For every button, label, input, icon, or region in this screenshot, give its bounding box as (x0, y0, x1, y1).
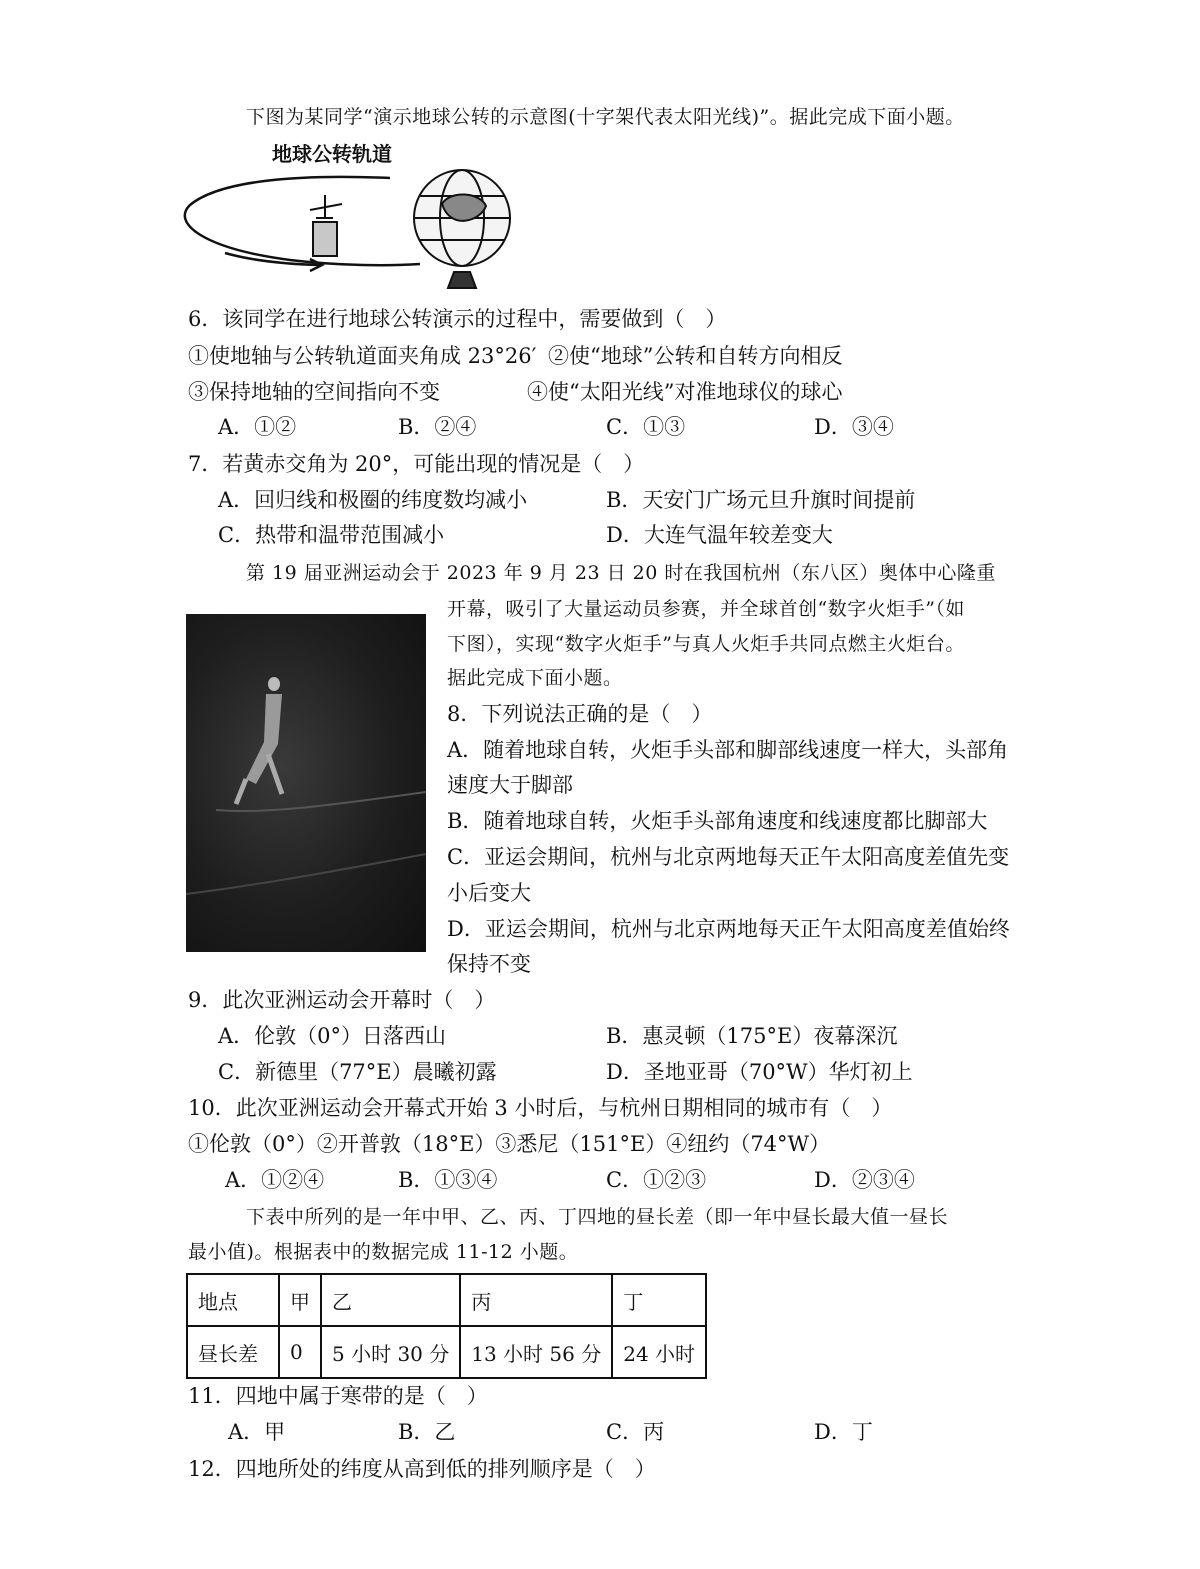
q9-option-b[interactable]: B．惠灵顿（175°E）夜幕深沉 (606, 1024, 898, 1048)
intro-q8-q10-line-4: 据此完成下面小题。 (447, 667, 623, 689)
digital-torchbearer-photo (186, 614, 426, 952)
question-6-stem: 6．该同学在进行地球公转演示的过程中，需要做到（ ） (188, 307, 727, 331)
table-cell: 丁 (612, 1274, 706, 1326)
table-cell: 昼长差 (187, 1326, 279, 1378)
q8-option-a[interactable]: A．随着地球自转，火炬手头部和脚部线速度一样大，头部角 (447, 738, 1009, 762)
q6-statement-2: ②使“地球”公转和自转方向相反 (548, 344, 843, 368)
table-cell: 乙 (321, 1274, 460, 1326)
q11-option-b[interactable]: B．乙 (398, 1420, 456, 1444)
q6-statement-4: ④使“太阳光线”对准地球仪的球心 (527, 380, 843, 404)
earth-revolution-diagram (180, 160, 520, 300)
question-11-stem: 11．四地中属于寒带的是（ ） (188, 1384, 488, 1408)
orbit-path (185, 177, 420, 265)
globe-icon (414, 170, 510, 288)
q9-option-a[interactable]: A．伦敦（0°）日落西山 (218, 1024, 447, 1048)
q6-option-c[interactable]: C．①③ (606, 415, 686, 439)
q10-option-c[interactable]: C．①②③ (606, 1168, 707, 1192)
q10-option-b[interactable]: B．①③④ (398, 1168, 498, 1192)
sunlight-cross-stand (310, 195, 342, 256)
q7-option-a[interactable]: A．回归线和极圈的纬度数均减小 (218, 488, 528, 512)
intro-q8-q10-line-2: 开幕，吸引了大量运动员参赛，并全球首创“数字火炬手”（如 (447, 598, 965, 620)
table-cell: 0 (279, 1326, 321, 1378)
question-9-stem: 9．此次亚洲运动会开幕时（ ） (188, 988, 496, 1012)
q10-option-d[interactable]: D．②③④ (814, 1168, 915, 1192)
table-cell: 5 小时 30 分 (321, 1326, 460, 1378)
intro-q11-q12-line-1: 下表中所列的是一年中甲、乙、丙、丁四地的昼长差（即一年中昼长最大值一昼长 (246, 1206, 949, 1228)
question-7-stem: 7．若黄赤交角为 20°，可能出现的情况是（ ） (188, 452, 645, 476)
q8-option-b[interactable]: B．随着地球自转，火炬手头部角速度和线速度都比脚部大 (447, 809, 988, 833)
q11-option-c[interactable]: C．丙 (606, 1420, 665, 1444)
q9-option-d[interactable]: D．圣地亚哥（70°W）华灯初上 (606, 1060, 913, 1084)
q6-statement-3: ③保持地轴的空间指向不变 (188, 380, 440, 404)
q8-option-d-cont[interactable]: 保持不变 (447, 952, 531, 976)
question-12-stem: 12．四地所处的纬度从高到低的排列顺序是（ ） (188, 1457, 656, 1481)
q10-option-a[interactable]: A．①②④ (225, 1168, 325, 1192)
table-cell: 13 小时 56 分 (460, 1326, 612, 1378)
q6-statement-1: ①使地轴与公转轨道面夹角成 23°26′ (188, 344, 537, 368)
orbit-label: 地球公转轨道 (272, 142, 392, 166)
table-row (187, 1326, 706, 1378)
q8-option-c-cont[interactable]: 小后变大 (447, 881, 531, 905)
q10-city-list: ①伦敦（0°）②开普敦（18°E）③悉尼（151°E）④纽约（74°W） (188, 1132, 831, 1156)
table-cell: 地点 (187, 1274, 279, 1326)
q8-option-a-cont[interactable]: 速度大于脚部 (447, 773, 573, 797)
intro-q8-q10-line-3: 下图），实现“数字火炬手”与真人火炬手共同点燃主火炬台。 (447, 633, 965, 655)
day-length-table (186, 1273, 707, 1379)
q8-option-d[interactable]: D．亚运会期间，杭州与北京两地每天正午太阳高度差值始终 (447, 917, 1010, 941)
q6-option-b[interactable]: B．②④ (398, 415, 477, 439)
q6-option-d[interactable]: D．③④ (814, 415, 894, 439)
table-cell: 丙 (460, 1274, 612, 1326)
question-8-stem: 8．下列说法正确的是（ ） (447, 702, 713, 726)
q7-option-d[interactable]: D．大连气温年较差变大 (606, 523, 833, 547)
table-header-row (187, 1274, 706, 1326)
question-10-stem: 10．此次亚洲运动会开幕式开始 3 小时后，与杭州日期相同的城市有（ ） (188, 1096, 893, 1120)
q11-option-d[interactable]: D．丁 (814, 1420, 873, 1444)
intro-q8-q10-line-1: 第 19 届亚洲运动会于 2023 年 9 月 23 日 20 时在我国杭州（东八区）奥体中心隆重 (246, 562, 996, 584)
q6-option-a[interactable]: A．①② (218, 415, 297, 439)
intro-q11-q12-line-2: 最小值)。根据表中的数据完成 11-12 小题。 (188, 1241, 579, 1263)
intro-q6-q7: 下图为某同学“演示地球公转的示意图(十字架代表太阳光线)”。据此完成下面小题。 (246, 106, 965, 128)
q9-option-c[interactable]: C．新德里（77°E）晨曦初露 (218, 1060, 497, 1084)
table-cell: 24 小时 (612, 1326, 706, 1378)
q7-option-b[interactable]: B．天安门广场元旦升旗时间提前 (606, 488, 916, 512)
torchbearer-silhouette (186, 614, 426, 952)
q11-option-a[interactable]: A．甲 (228, 1420, 286, 1444)
q7-option-c[interactable]: C．热带和温带范围减小 (218, 523, 445, 547)
q8-option-c[interactable]: C．亚运会期间，杭州与北京两地每天正午太阳高度差值先变 (447, 845, 1010, 869)
table-cell: 甲 (279, 1274, 321, 1326)
